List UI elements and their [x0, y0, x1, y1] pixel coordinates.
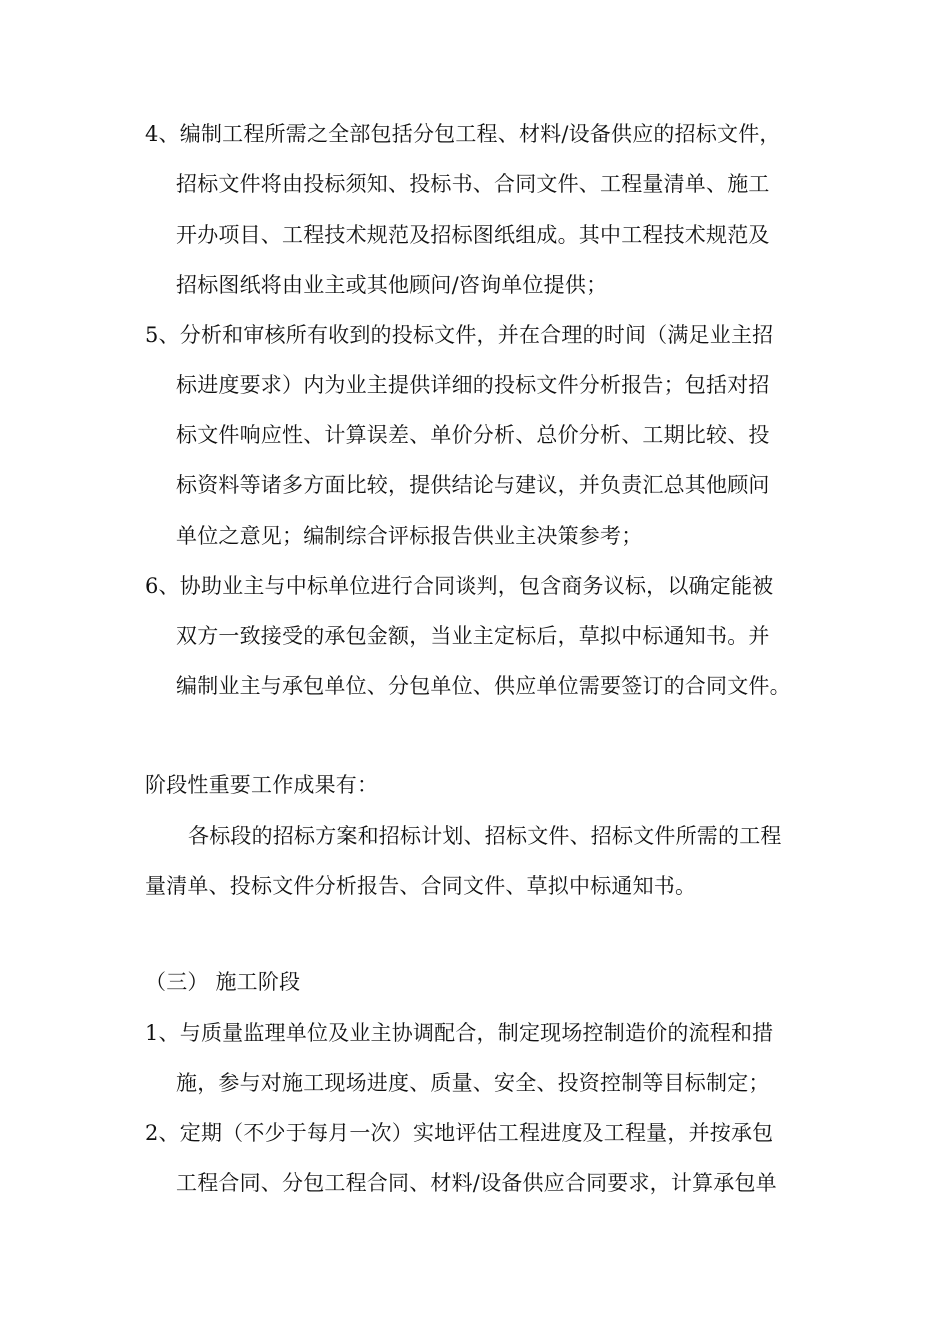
- item-5-line-5: 单位之意见；编制综合评标报告供业主决策参考；: [176, 524, 643, 548]
- item-b1-line-1: 1、与质量监理单位及业主协调配合，制定现场控制造价的流程和措: [145, 1021, 774, 1045]
- item-b2-line-2: 工程合同、分包工程合同、材料/设备供应合同要求，计算承包单: [176, 1171, 777, 1195]
- item-6-line-2: 双方一致接受的承包金额，当业主定标后，草拟中标通知书。并: [176, 624, 770, 648]
- item-4-line-1: 4、编制工程所需之全部包括分包工程、材料/设备供应的招标文件，: [145, 122, 781, 146]
- item-b1-line-2: 施，参与对施工现场进度、质量、安全、投资控制等目标制定；: [176, 1071, 770, 1095]
- item-4-line-4: 招标图纸将由业主或其他顾问/咨询单位提供；: [176, 273, 608, 297]
- item-6-line-3: 编制业主与承包单位、分包单位、供应单位需要签订的合同文件。: [176, 674, 791, 698]
- item-b2-line-1: 2、定期（不少于每月一次）实地评估工程进度及工程量，并按承包: [145, 1121, 774, 1145]
- item-4-line-2: 招标文件将由投标须知、投标书、合同文件、工程量清单、施工: [176, 172, 770, 196]
- item-5-line-4: 标资料等诸多方面比较，提供结论与建议，并负责汇总其他顾问: [176, 473, 770, 497]
- item-5-line-2: 标进度要求）内为业主提供详细的投标文件分析报告；包括对招: [176, 373, 770, 397]
- item-5-line-3: 标文件响应性、计算误差、单价分析、总价分析、工期比较、投: [176, 423, 770, 447]
- section-heading: （三） 施工阶段: [145, 970, 301, 994]
- item-6-line-1: 6、协助业主与中标单位进行合同谈判，包含商务议标，以确定能被: [145, 574, 774, 598]
- item-5-line-1: 5、分析和审核所有收到的投标文件，并在合理的时间（满足业主招: [145, 323, 774, 347]
- item-4-line-3: 开办项目、工程技术规范及招标图纸组成。其中工程技术规范及: [176, 223, 770, 247]
- results-line-1: 各标段的招标方案和招标计划、招标文件、招标文件所需的工程: [188, 824, 782, 848]
- results-line-2: 量清单、投标文件分析报告、合同文件、草拟中标通知书。: [145, 874, 697, 898]
- results-heading: 阶段性重要工作成果有：: [145, 773, 379, 797]
